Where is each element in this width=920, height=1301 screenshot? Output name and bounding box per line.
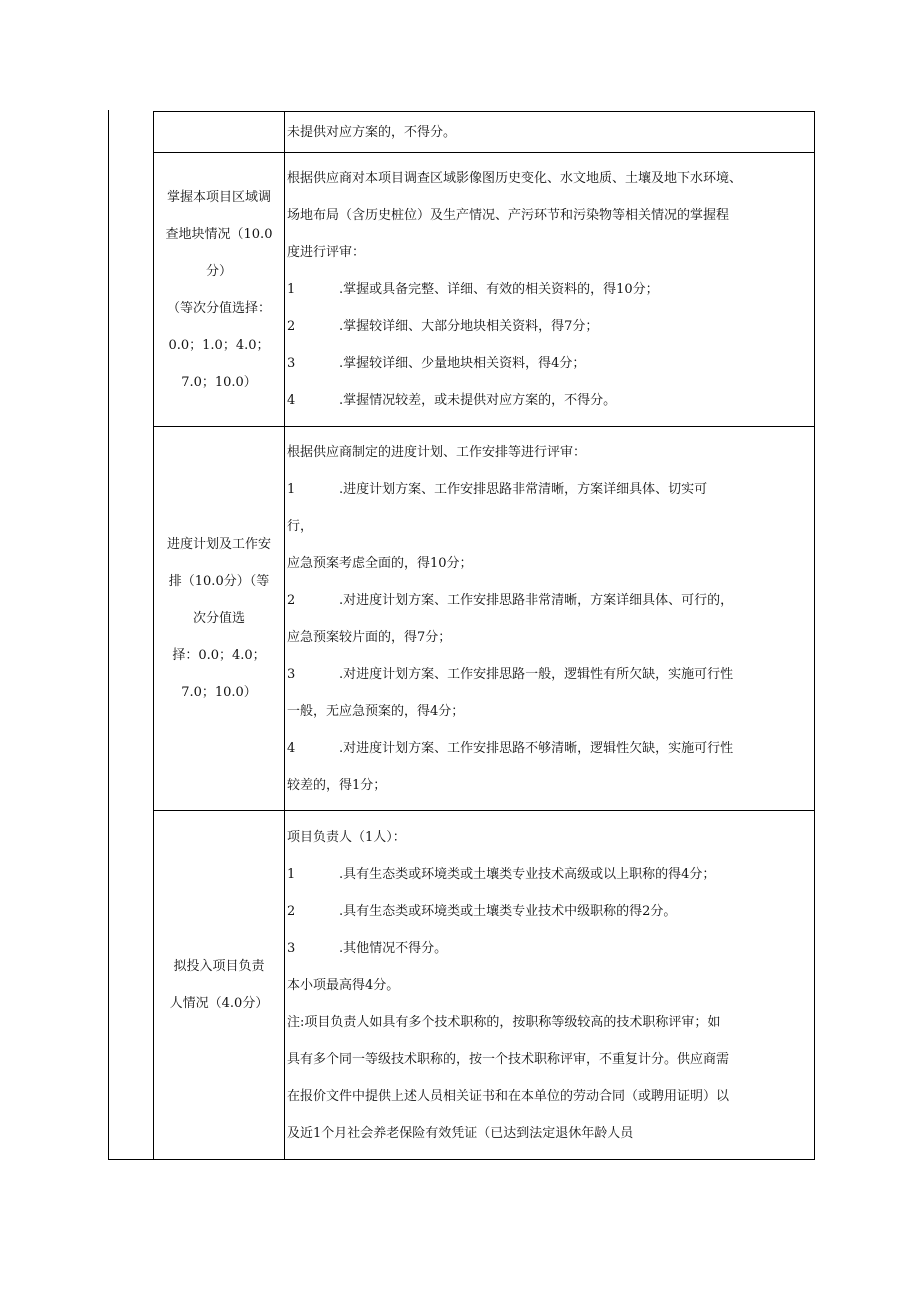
text-line: 一般，无应急预案的，得4分； bbox=[287, 703, 465, 719]
text-line: 项目负责人（1人）： bbox=[287, 829, 406, 845]
list-item: 4 .对进度计划方案、工作安排思路不够清晰，逻辑性欠缺，实施可行性 bbox=[287, 740, 734, 756]
text-line: 应急预案考虑全面的，得10分； bbox=[287, 555, 473, 571]
text-line: 根据供应商对本项目调查区域影像图历史变化、水文地质、土壤及地下水环境、 bbox=[287, 171, 743, 186]
text-line: 应急预案较片面的，得7分； bbox=[287, 629, 452, 645]
table-row bbox=[154, 112, 815, 153]
criterion-line: 排（10.0分）（等 bbox=[168, 574, 270, 589]
text-line: 未提供对应方案的，不得分。 bbox=[287, 124, 457, 140]
criterion-line: 查地块情况（10.0 bbox=[165, 226, 273, 242]
list-item: 4 .掌握情况较差，或未提供对应方案的，不得分。 bbox=[287, 393, 617, 408]
outer-bottom-border bbox=[108, 1159, 154, 1160]
list-item: 1 .进度计划方案、工作安排思路非常清晰，方案详细具体、切实可 bbox=[287, 481, 708, 497]
criterion-line: 次分值选 bbox=[192, 611, 245, 626]
text-line: 场地布局（含历史桩位）及生产情况、产污环节和污染物等相关情况的掌握程 bbox=[287, 208, 730, 223]
criterion-line: 7.0；10.0） bbox=[181, 685, 257, 700]
text-line: 及近1个月社会养老保险有效凭证（已达到法定退休年龄人员 bbox=[287, 1125, 634, 1141]
list-item: 1 .掌握或具备完整、详细、有效的相关资料的，得10分； bbox=[287, 282, 659, 297]
list-item: 3 .其他情况不得分。 bbox=[287, 940, 448, 956]
text-line: 在报价文件中提供上述人员相关证书和在本单位的劳动合同（或聘用证明）以 bbox=[287, 1088, 730, 1104]
text-line: 行， bbox=[287, 518, 314, 534]
description-cell bbox=[285, 112, 815, 153]
outer-left-border bbox=[108, 110, 109, 1160]
criterion-cell bbox=[154, 112, 285, 153]
list-item: 2 .掌握较详细、大部分地块相关资料，得7分； bbox=[287, 319, 599, 334]
list-item: 3 .对进度计划方案、工作安排思路一般，逻辑性有所欠缺，实施可行性 bbox=[287, 666, 734, 682]
list-item: 2 .具有生态类或环境类或土壤类专业技术中级职称的得2分。 bbox=[287, 903, 677, 919]
criterion-line: （等次分值选择： bbox=[166, 300, 271, 316]
criterion-line: 掌握本项目区域调 bbox=[166, 189, 271, 205]
criterion-cell bbox=[154, 427, 285, 811]
criterion-line: 拟投入项目负责 bbox=[173, 959, 265, 974]
table-row bbox=[154, 153, 815, 427]
table-row bbox=[154, 811, 815, 1160]
criterion-line: 7.0；10.0） bbox=[181, 374, 257, 390]
text-line: 根据供应商制定的进度计划、工作安排等进行评审： bbox=[287, 444, 587, 460]
text-line: 具有多个同一等级技术职称的，按一个技术职称评审，不重复计分。供应商需 bbox=[287, 1051, 730, 1067]
criterion-line: 0.0；1.0；4.0； bbox=[168, 337, 270, 353]
criterion-line: 进度计划及工作安 bbox=[166, 537, 271, 552]
text-line: 较差的，得1分； bbox=[287, 777, 387, 793]
criterion-cell bbox=[154, 811, 285, 1160]
description-cell bbox=[285, 811, 815, 1160]
scoring-table bbox=[153, 111, 815, 1160]
list-item: 1 .具有生态类或环境类或土壤类专业技术高级或以上职称的得4分； bbox=[287, 866, 716, 882]
criterion-line: 择：0.0；4.0； bbox=[172, 648, 266, 663]
list-item: 3 .掌握较详细、少量地块相关资料，得4分； bbox=[287, 356, 586, 371]
text-line: 度进行评审： bbox=[287, 245, 366, 260]
criterion-line: 人情况（4.0分） bbox=[169, 996, 269, 1011]
description-cell bbox=[285, 427, 815, 811]
criterion-cell bbox=[154, 153, 285, 427]
description-cell bbox=[285, 153, 815, 427]
text-line: 注:项目负责人如具有多个技术职称的，按职称等级较高的技术职称评审；如 bbox=[287, 1014, 721, 1030]
list-item: 2 .对进度计划方案、工作安排思路非常清晰，方案详细具体、可行的， bbox=[287, 592, 734, 608]
text-line: 本小项最高得4分。 bbox=[287, 977, 400, 993]
criterion-line: 分） bbox=[205, 263, 232, 279]
table-row bbox=[154, 427, 815, 811]
